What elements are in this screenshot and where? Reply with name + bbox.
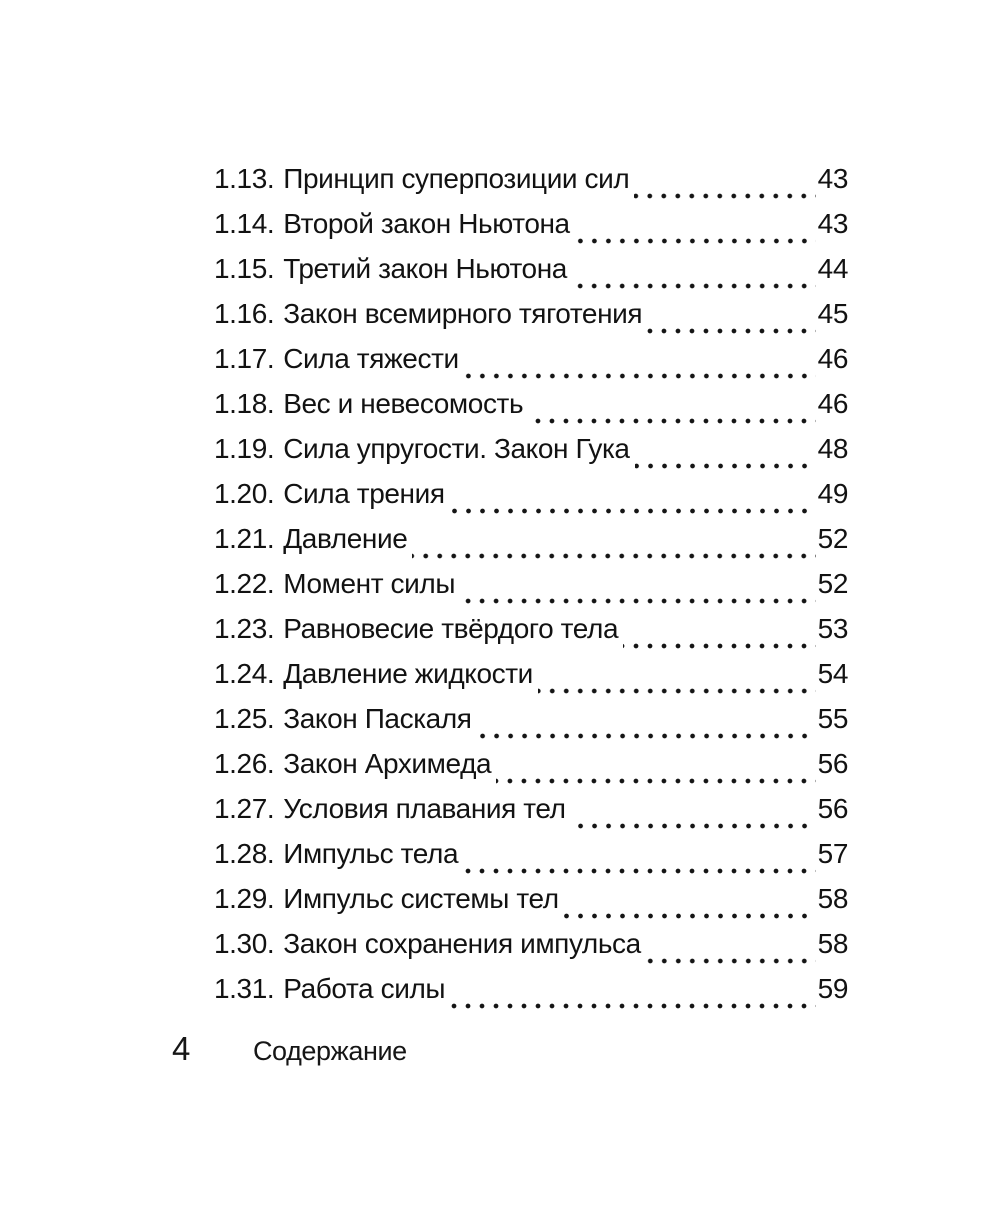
- toc-entry-page: 58: [817, 928, 848, 959]
- toc-entry-number: 1.28.: [214, 838, 275, 869]
- toc-entry-page: 46: [817, 343, 848, 374]
- toc-entry-title: Вес и невесомость: [283, 388, 524, 419]
- toc-entry-title: Равновесие твёрдого тела: [283, 613, 619, 644]
- toc-entry-title: Закон Архимеда: [283, 748, 492, 779]
- toc-entry-page: 52: [817, 523, 848, 554]
- toc-entry-page: 44: [817, 253, 848, 284]
- toc-entry: [214, 883, 848, 928]
- toc-entry: [214, 613, 848, 658]
- footer-page-number: 4: [172, 1030, 190, 1067]
- dot-leader-icon: [412, 553, 815, 559]
- toc-entry-number: 1.24.: [214, 658, 275, 689]
- toc-entry-page: 52: [817, 568, 848, 599]
- dot-leader-icon: [460, 598, 816, 604]
- dot-leader-icon: [538, 688, 816, 694]
- toc-entry-title: Сила тяжести: [283, 343, 459, 374]
- toc-entry-number: 1.27.: [214, 793, 275, 824]
- toc-entry-title: Закон Паскаля: [283, 703, 472, 734]
- toc-entry-number: 1.18.: [214, 388, 275, 419]
- toc-entry-title: Импульс тела: [283, 838, 459, 869]
- dot-leader-icon: [634, 193, 815, 199]
- toc-entry-page: 53: [817, 613, 848, 644]
- toc-entry-page: 58: [817, 883, 848, 914]
- toc-entry-page: 43: [817, 163, 848, 194]
- toc-list: [214, 163, 848, 1018]
- dot-leader-icon: [464, 373, 816, 379]
- dot-leader-icon: [635, 463, 816, 469]
- toc-entry-page: 59: [817, 973, 848, 1004]
- dot-leader-icon: [575, 238, 816, 244]
- toc-entry-page: 43: [817, 208, 848, 239]
- toc-entry-number: 1.21.: [214, 523, 275, 554]
- toc-entry: [214, 388, 848, 433]
- toc-entry: [214, 658, 848, 703]
- footer-section-label: Содержание: [252, 1036, 407, 1066]
- toc-entry-title: Закон всемирного тяготения: [283, 298, 643, 329]
- dot-leader-icon: [450, 508, 816, 514]
- toc-entry-number: 1.26.: [214, 748, 275, 779]
- toc-entry-number: 1.30.: [214, 928, 275, 959]
- toc-entry-title: Закон сохранения импульса: [283, 928, 641, 959]
- toc-entry: [214, 793, 848, 838]
- dot-leader-icon: [647, 328, 815, 334]
- toc-entry: [214, 163, 848, 208]
- toc-entry-title: Работа силы: [283, 973, 446, 1004]
- toc-entry-title: Давление жидкости: [283, 658, 533, 689]
- toc-entry-title: Момент силы: [283, 568, 456, 599]
- toc-entry-number: 1.13.: [214, 163, 275, 194]
- toc-entry-number: 1.29.: [214, 883, 275, 914]
- toc-entry-number: 1.22.: [214, 568, 275, 599]
- page-footer: [172, 1030, 407, 1068]
- toc-entry-number: 1.17.: [214, 343, 275, 374]
- dot-leader-icon: [463, 868, 816, 874]
- dot-leader-icon: [564, 913, 816, 919]
- toc-entry: [214, 703, 848, 748]
- dot-leader-icon: [496, 778, 815, 784]
- toc-entry: [214, 973, 848, 1018]
- toc-entry-number: 1.15.: [214, 253, 275, 284]
- dot-leader-icon: [477, 733, 816, 739]
- toc-entry-number: 1.23.: [214, 613, 275, 644]
- toc-entry-page: 45: [817, 298, 848, 329]
- toc-entry: [214, 928, 848, 973]
- toc-entry: [214, 523, 848, 568]
- toc-entry-title: Условия плавания тел: [283, 793, 566, 824]
- toc-entry: [214, 298, 848, 343]
- dot-leader-icon: [646, 958, 816, 964]
- toc-entry-title: Сила упругости. Закон Гука: [283, 433, 630, 464]
- toc-entry-number: 1.19.: [214, 433, 275, 464]
- toc-entry-title: Второй закон Ньютона: [283, 208, 570, 239]
- dot-leader-icon: [528, 418, 815, 424]
- toc-entry-title: Принцип суперпозиции сил: [283, 163, 630, 194]
- toc-entry-page: 55: [817, 703, 848, 734]
- toc-entry-number: 1.31.: [214, 973, 275, 1004]
- toc-entry-number: 1.25.: [214, 703, 275, 734]
- dot-leader-icon: [572, 283, 816, 289]
- toc-entry-page: 54: [817, 658, 848, 689]
- toc-entry: [214, 568, 848, 613]
- toc-entry-title: Сила трения: [283, 478, 445, 509]
- dot-leader-icon: [571, 823, 816, 829]
- toc-entry-page: 46: [817, 388, 848, 419]
- toc-entry-number: 1.14.: [214, 208, 275, 239]
- toc-entry: [214, 433, 848, 478]
- dot-leader-icon: [450, 1003, 816, 1009]
- toc-entry-page: 56: [817, 793, 848, 824]
- toc-entry: [214, 343, 848, 388]
- dot-leader-icon: [623, 643, 816, 649]
- toc-entry-page: 56: [817, 748, 848, 779]
- toc-entry-title: Давление: [283, 523, 408, 554]
- toc-entry-page: 57: [817, 838, 848, 869]
- toc-entry-page: 49: [817, 478, 848, 509]
- toc-entry-page: 48: [817, 433, 848, 464]
- toc-entry: [214, 208, 848, 253]
- toc-entry-title: Третий закон Ньютона: [283, 253, 567, 284]
- toc-entry: [214, 748, 848, 793]
- toc-entry-number: 1.16.: [214, 298, 275, 329]
- toc-entry: [214, 478, 848, 523]
- toc-entry: [214, 253, 848, 298]
- toc-entry-title: Импульс системы тел: [283, 883, 559, 914]
- toc-entry-number: 1.20.: [214, 478, 275, 509]
- toc-entry: [214, 838, 848, 883]
